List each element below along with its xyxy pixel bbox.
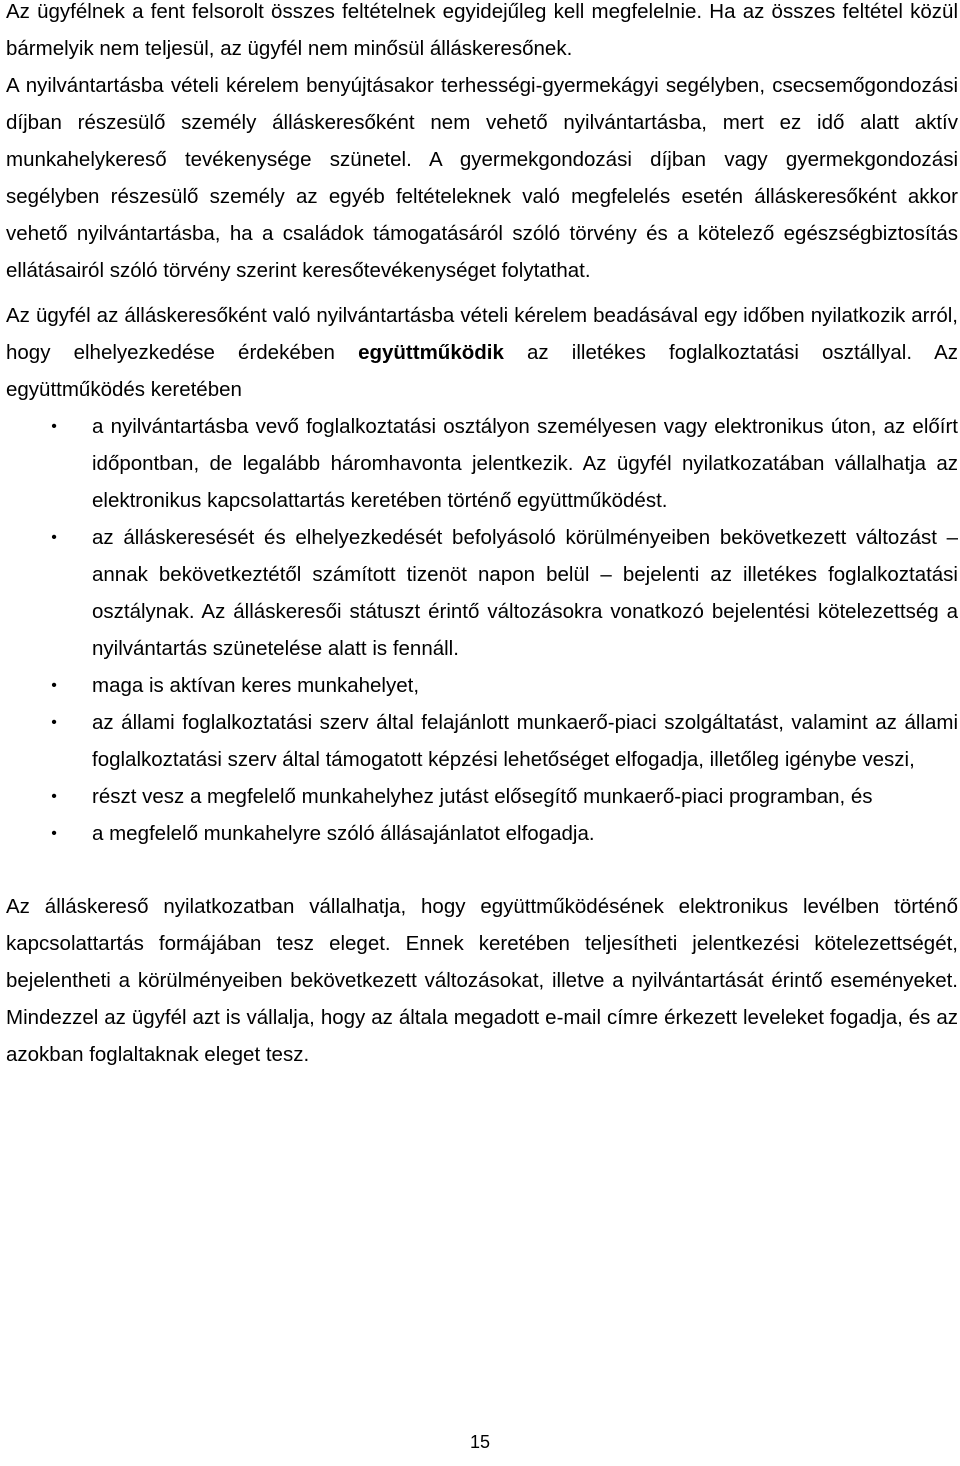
paragraph-eligibility-requirement: Az ügyfélnek a fent felsorolt összes feltételnek egyidejűleg kell megfelelnie. Ha az összes feltétel közül bármelyik nem teljesül, az ügyfél nem minősül álláskeresőnek.: [6, 0, 958, 60]
list-item-text: maga is aktívan keres munkahelyet,: [92, 674, 420, 697]
list-item-text: a megfelelő munkahelyre szóló állásajánlatot elfogadja.: [92, 822, 595, 845]
list-item-text: az állami foglalkoztatási szerv által felajánlott munkaerő-piaci szolgáltatást, valamint az állami foglalkoztatási szerv által támogatott képzési lehetőséget elfogadja, illetőleg igénybe veszi,: [92, 711, 958, 771]
cooperation-keyword: együttműködik: [358, 341, 504, 364]
list-item: [6, 408, 958, 519]
paragraph-registration-exceptions: A nyilvántartásba vételi kérelem benyújtásakor terhességi-gyermekágyi segélyben, csecsemőgondozási díjban részesülő személy álláskeresőként nem vehető nyilvántartásba, mert ez idő alatt aktív munkahelykereső tevékenysége szünetel. A gyermekgondozási díjban vagy gyermekgondozási segélyben részesülő személy az egyéb feltételeknek való megfelelés esetén álláskeresőként akkor vehető nyilvántartásba, ha a családok támogatásáról szóló törvény és a kötelező egészségbiztosítás ellátásairól szóló törvény szerint keresőtevékenységet folytathat.: [6, 74, 958, 282]
bullet-icon: •: [51, 825, 57, 842]
bullet-icon: •: [51, 714, 57, 731]
paragraph-electronic-contact: Az álláskereső nyilatkozatban vállalhatja, hogy együttműködésének elektronikus levélben történő kapcsolattartás formájában tesz eleget. Ennek keretében teljesítheti jelentkezési kötelezettségét, bejelentheti a körülményeiben bekövetkezett változásokat, illetve a nyilvántartását érintő eseményeket. Mindezzel az ügyfél azt is vállalja, hogy az általa megadott e-mail címre érkezett leveleket fogadja, és az azokban foglaltaknak eleget tesz.: [6, 895, 958, 1066]
list-item: [6, 704, 958, 778]
bullet-icon: •: [51, 418, 57, 435]
list-item: [6, 667, 958, 704]
bullet-icon: •: [51, 788, 57, 805]
cooperation-text-end: az illetékes foglalkoztatási osztállyal. Az együttműködés keretében: [6, 341, 958, 401]
list-item-text: az álláskeresését és elhelyezkedését befolyásoló körülményeiben bekövetkezett változást – annak bekövetkeztétől számított tizenöt napon belül – bejelenti az illetékes foglalkoztatási osztálynak. Az álláskeresői státuszt érintő változásokra vonatkozó bejelentési kötelezettség a nyilvántartás szünetelése alatt is fennáll.: [92, 526, 958, 660]
paragraph-cooperation-statement: [6, 297, 958, 408]
list-item: [6, 778, 958, 815]
cooperation-text-start: Az ügyfél az álláskeresőként való nyilvántartásba vételi kérelem beadásával egy időben nyilatkozik arról, hogy elhelyezkedése érdekében: [6, 304, 958, 364]
list-item: [6, 519, 958, 667]
list-item-text: részt vesz a megfelelő munkahelyhez jutást elősegítő munkaerő-piaci programban, és: [92, 785, 873, 808]
bullet-icon: •: [51, 529, 57, 546]
list-item: [6, 815, 958, 852]
page-number: 15: [469, 1432, 491, 1452]
bullet-icon: •: [51, 677, 57, 694]
document-page: [6, 0, 958, 1073]
list-item-text: a nyilvántartásba vevő foglalkoztatási osztályon személyesen vagy elektronikus úton, az előírt időpontban, de legalább háromhavonta jelentkezik. Az ügyfél nyilatkozatában vállalhatja az elektronikus kapcsolattartás keretében történő együttműködést.: [92, 415, 958, 512]
cooperation-duties-list: [6, 408, 958, 852]
